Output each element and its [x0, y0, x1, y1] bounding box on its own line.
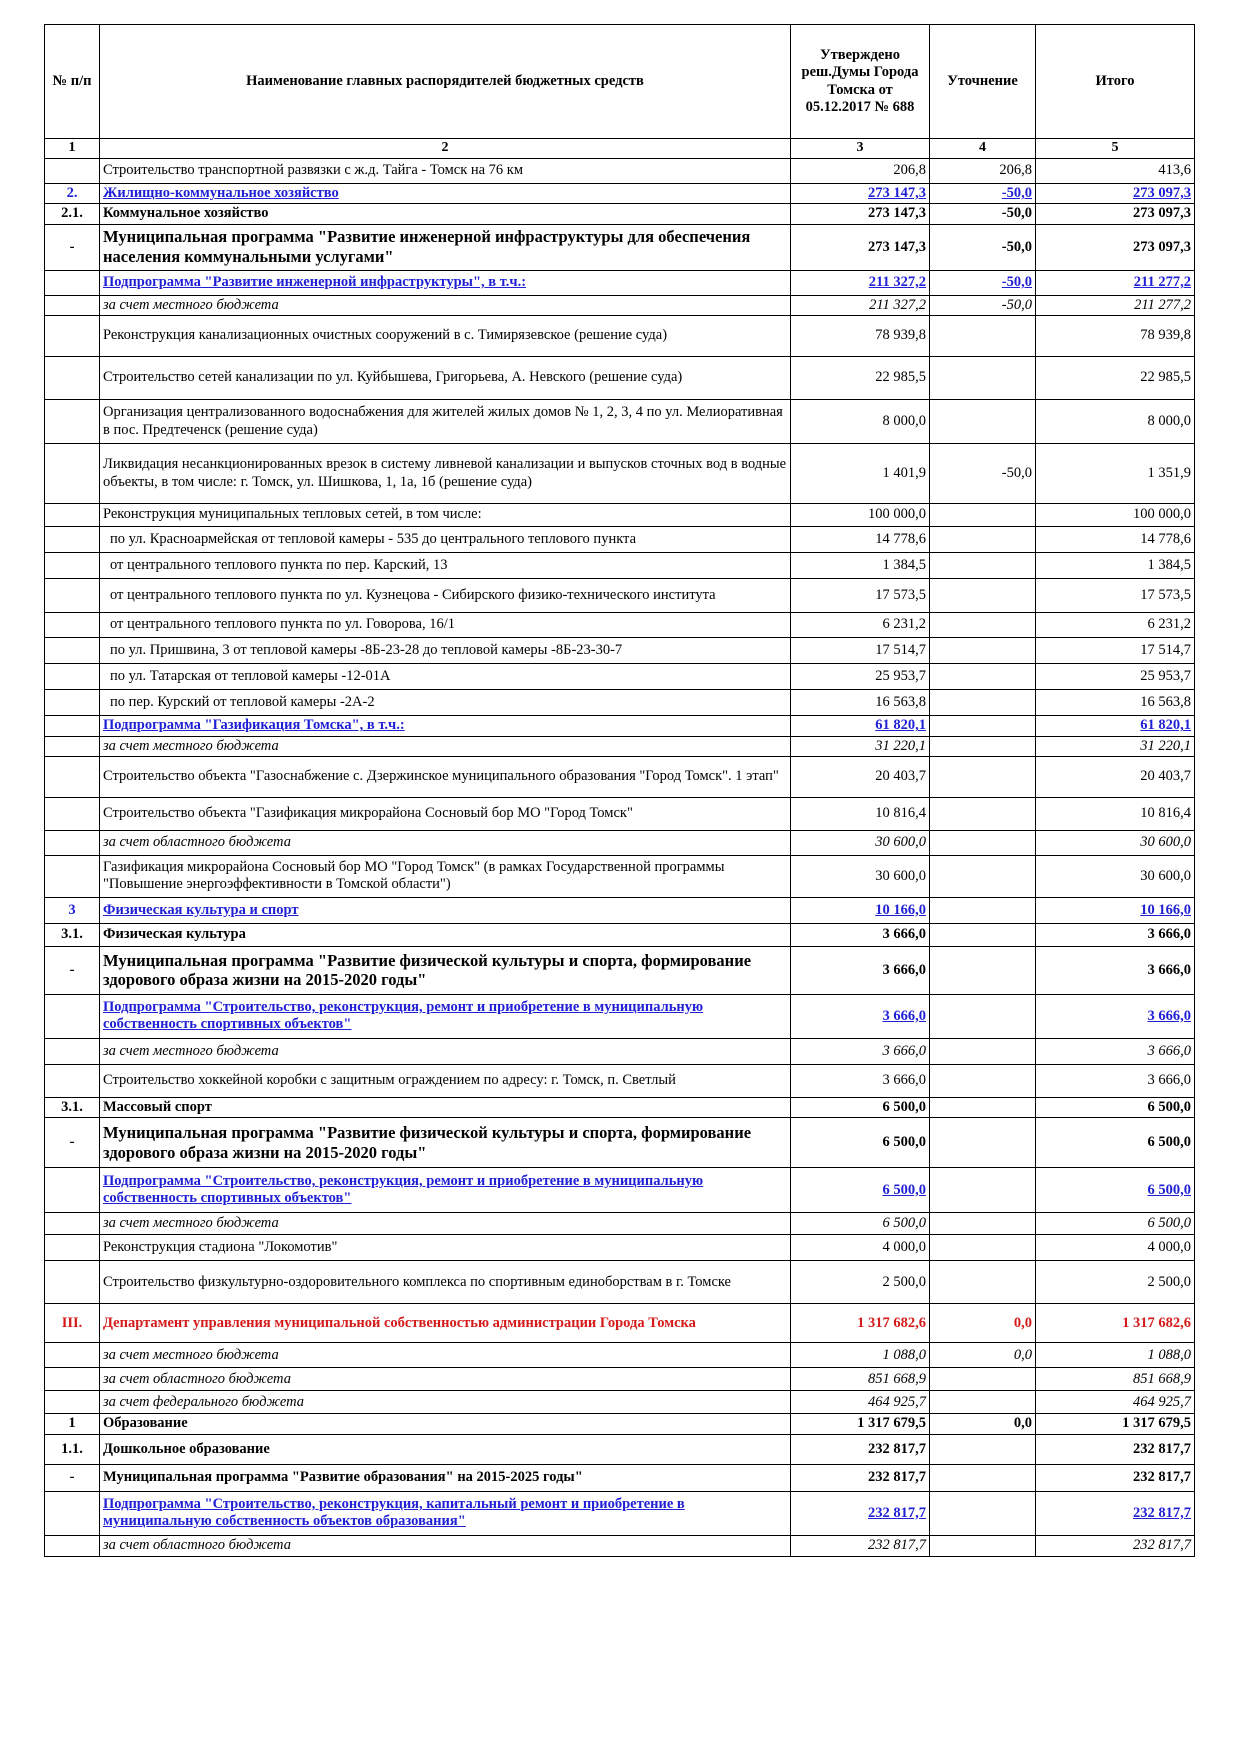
row-approved-value: 232 817,7: [791, 1434, 930, 1464]
row-total-value: 273 097,3: [1036, 184, 1195, 204]
col-number: 4: [930, 139, 1036, 159]
row-total-value: 2 500,0: [1036, 1261, 1195, 1304]
row-name: Строительство хоккейной коробки с защитным ограждением по адресу: г. Томск, п. Светлый: [100, 1064, 791, 1097]
row-name: Подпрограмма "Газификация Томска", в т.ч.:: [100, 716, 791, 736]
row-adjustment-value: [930, 1261, 1036, 1304]
row-approved-value: 61 820,1: [791, 716, 930, 736]
row-adjustment-value: [930, 716, 1036, 736]
row-number: [45, 1535, 100, 1556]
row-name: Подпрограмма "Строительство, реконструкция, ремонт и приобретение в муниципальную собственность спортивных объектов": [100, 1168, 791, 1213]
row-name: Газификация микрорайона Сосновый бор МО "Город Томск" (в рамках Государственной программы "Повышение энергоэффективности в Томской области"): [100, 855, 791, 897]
col-number: 5: [1036, 139, 1195, 159]
row-approved-value: 2 500,0: [791, 1261, 930, 1304]
table-row: [45, 1118, 1195, 1168]
row-name: Жилищно-коммунальное хозяйство: [100, 184, 791, 204]
row-total-value: 6 500,0: [1036, 1118, 1195, 1168]
row-adjustment-value: -50,0: [930, 270, 1036, 295]
row-approved-value: 8 000,0: [791, 400, 930, 444]
table-row: [45, 897, 1195, 923]
table-row: [45, 553, 1195, 579]
table-row: [45, 1464, 1195, 1491]
row-total-value: 30 600,0: [1036, 855, 1195, 897]
row-adjustment-value: -50,0: [930, 224, 1036, 270]
row-adjustment-value: [930, 504, 1036, 527]
table-row: [45, 638, 1195, 664]
row-number: [45, 613, 100, 638]
row-total-value: 3 666,0: [1036, 1064, 1195, 1097]
row-approved-value: 273 147,3: [791, 204, 930, 224]
row-total-value: 10 816,4: [1036, 797, 1195, 830]
row-adjustment-value: [930, 946, 1036, 994]
row-adjustment-value: [930, 797, 1036, 830]
row-approved-value: 1 317 679,5: [791, 1414, 930, 1434]
table-row: [45, 444, 1195, 504]
table-row: [45, 579, 1195, 613]
row-name: за счет местного бюджета: [100, 736, 791, 756]
row-name: по пер. Курский от тепловой камеры -2А-2: [100, 690, 791, 716]
row-adjustment-value: [930, 855, 1036, 897]
row-approved-value: 25 953,7: [791, 664, 930, 690]
row-adjustment-value: [930, 1368, 1036, 1391]
row-approved-value: 1 317 682,6: [791, 1304, 930, 1343]
row-number: [45, 716, 100, 736]
header-num: № п/п: [45, 25, 100, 139]
table-row: [45, 270, 1195, 295]
row-number: 2.: [45, 184, 100, 204]
row-total-value: 20 403,7: [1036, 756, 1195, 797]
row-total-value: 10 166,0: [1036, 897, 1195, 923]
row-name: Физическая культура: [100, 923, 791, 946]
row-number: [45, 690, 100, 716]
table-row: [45, 1368, 1195, 1391]
row-adjustment-value: [930, 756, 1036, 797]
table-row: [45, 1168, 1195, 1213]
row-adjustment-value: 0,0: [930, 1414, 1036, 1434]
table-row: [45, 159, 1195, 184]
row-adjustment-value: [930, 1097, 1036, 1117]
row-approved-value: 464 925,7: [791, 1391, 930, 1414]
row-name: за счет областного бюджета: [100, 1368, 791, 1391]
row-number: [45, 159, 100, 184]
table-row: [45, 357, 1195, 400]
row-name: Физическая культура и спорт: [100, 897, 791, 923]
row-total-value: 6 231,2: [1036, 613, 1195, 638]
row-name: Подпрограмма "Строительство, реконструкция, ремонт и приобретение в муниципальную собственность спортивных объектов": [100, 994, 791, 1038]
row-adjustment-value: [930, 1118, 1036, 1168]
row-number: [45, 1235, 100, 1261]
row-number: [45, 400, 100, 444]
col-number: 2: [100, 139, 791, 159]
row-name: Строительство транспортной развязки с ж.д. Тайга - Томск на 76 км: [100, 159, 791, 184]
row-total-value: 1 351,9: [1036, 444, 1195, 504]
row-number: [45, 270, 100, 295]
row-total-value: 232 817,7: [1036, 1464, 1195, 1491]
table-row: [45, 1213, 1195, 1235]
header-approved: Утверждено реш.Думы Города Томска от 05.12.2017 № 688: [791, 25, 930, 139]
row-adjustment-value: [930, 613, 1036, 638]
row-number: -: [45, 946, 100, 994]
row-name: Муниципальная программа "Развитие инженерной инфраструктуры для обеспечения населения коммунальными услугами": [100, 224, 791, 270]
row-approved-value: 232 817,7: [791, 1535, 930, 1556]
row-number: [45, 295, 100, 315]
table-row: [45, 295, 1195, 315]
row-adjustment-value: [930, 736, 1036, 756]
table-row: [45, 184, 1195, 204]
row-adjustment-value: [930, 1213, 1036, 1235]
row-number: [45, 1261, 100, 1304]
row-total-value: 211 277,2: [1036, 295, 1195, 315]
row-adjustment-value: [930, 1168, 1036, 1213]
row-name: от центрального теплового пункта по ул. Кузнецова - Сибирского физико-технического института: [100, 579, 791, 613]
row-approved-value: 232 817,7: [791, 1464, 930, 1491]
row-adjustment-value: [930, 830, 1036, 855]
row-name: Муниципальная программа "Развитие образования" на 2015-2025 годы": [100, 1464, 791, 1491]
table-row: [45, 923, 1195, 946]
row-total-value: 3 666,0: [1036, 923, 1195, 946]
row-approved-value: 20 403,7: [791, 756, 930, 797]
header-adjustment: Уточнение: [930, 25, 1036, 139]
row-name: по ул. Красноармейская от тепловой камеры - 535 до центрального теплового пункта: [100, 527, 791, 553]
row-approved-value: 17 514,7: [791, 638, 930, 664]
row-total-value: 6 500,0: [1036, 1168, 1195, 1213]
col-number: 3: [791, 139, 930, 159]
row-name: за счет местного бюджета: [100, 1038, 791, 1064]
row-approved-value: 232 817,7: [791, 1491, 930, 1535]
row-number: [45, 797, 100, 830]
table-row: [45, 1064, 1195, 1097]
row-adjustment-value: 0,0: [930, 1343, 1036, 1368]
col-number: 1: [45, 139, 100, 159]
row-total-value: 17 573,5: [1036, 579, 1195, 613]
row-number: [45, 504, 100, 527]
row-total-value: 6 500,0: [1036, 1213, 1195, 1235]
row-total-value: 17 514,7: [1036, 638, 1195, 664]
row-approved-value: 78 939,8: [791, 316, 930, 357]
row-approved-value: 10 166,0: [791, 897, 930, 923]
table-row: [45, 1535, 1195, 1556]
row-number: 2.1.: [45, 204, 100, 224]
table-row: [45, 1304, 1195, 1343]
row-total-value: 30 600,0: [1036, 830, 1195, 855]
row-name: Подпрограмма "Развитие инженерной инфраструктуры", в т.ч.:: [100, 270, 791, 295]
row-approved-value: 851 668,9: [791, 1368, 930, 1391]
row-number: [45, 579, 100, 613]
row-adjustment-value: [930, 400, 1036, 444]
row-adjustment-value: [930, 690, 1036, 716]
table-row: [45, 400, 1195, 444]
table-row: [45, 316, 1195, 357]
row-number: 1: [45, 1414, 100, 1434]
row-name: от центрального теплового пункта по ул. Говорова, 16/1: [100, 613, 791, 638]
row-approved-value: 6 231,2: [791, 613, 930, 638]
row-approved-value: 3 666,0: [791, 923, 930, 946]
table-row: [45, 1491, 1195, 1535]
row-number: [45, 1064, 100, 1097]
row-number: [45, 1391, 100, 1414]
row-adjustment-value: [930, 1038, 1036, 1064]
row-total-value: 273 097,3: [1036, 224, 1195, 270]
row-total-value: 25 953,7: [1036, 664, 1195, 690]
row-adjustment-value: [930, 1434, 1036, 1464]
row-number: -: [45, 1464, 100, 1491]
table-row: [45, 994, 1195, 1038]
row-approved-value: 211 327,2: [791, 295, 930, 315]
row-adjustment-value: [930, 1064, 1036, 1097]
row-number: [45, 756, 100, 797]
row-name: Муниципальная программа "Развитие физической культуры и спорта, формирование здорового образа жизни на 2015-2020 годы": [100, 946, 791, 994]
row-name: за счет областного бюджета: [100, 830, 791, 855]
row-number: -: [45, 224, 100, 270]
row-approved-value: 6 500,0: [791, 1097, 930, 1117]
row-number: [45, 664, 100, 690]
row-approved-value: 10 816,4: [791, 797, 930, 830]
row-adjustment-value: [930, 579, 1036, 613]
table-row: [45, 1235, 1195, 1261]
row-adjustment-value: -50,0: [930, 184, 1036, 204]
row-name: от центрального теплового пункта по пер. Карский, 13: [100, 553, 791, 579]
row-total-value: 31 220,1: [1036, 736, 1195, 756]
row-adjustment-value: [930, 994, 1036, 1038]
row-adjustment-value: [930, 638, 1036, 664]
row-number: [45, 736, 100, 756]
table-row: [45, 736, 1195, 756]
row-adjustment-value: 206,8: [930, 159, 1036, 184]
table-row: [45, 613, 1195, 638]
row-approved-value: 6 500,0: [791, 1168, 930, 1213]
row-name: по ул. Татарская от тепловой камеры -12-01А: [100, 664, 791, 690]
row-total-value: 413,6: [1036, 159, 1195, 184]
row-name: Образование: [100, 1414, 791, 1434]
row-approved-value: 16 563,8: [791, 690, 930, 716]
row-total-value: 232 817,7: [1036, 1491, 1195, 1535]
row-approved-value: 1 088,0: [791, 1343, 930, 1368]
row-name: по ул. Пришвина, 3 от тепловой камеры -8Б-23-28 до тепловой камеры -8Б-23-30-7: [100, 638, 791, 664]
row-total-value: 6 500,0: [1036, 1097, 1195, 1117]
row-adjustment-value: [930, 1535, 1036, 1556]
table-row: [45, 1434, 1195, 1464]
row-total-value: 464 925,7: [1036, 1391, 1195, 1414]
table-header-row: [45, 25, 1195, 139]
row-adjustment-value: [930, 316, 1036, 357]
row-name: за счет местного бюджета: [100, 1213, 791, 1235]
row-number: 3.1.: [45, 1097, 100, 1117]
row-number: -: [45, 1118, 100, 1168]
row-total-value: 1 088,0: [1036, 1343, 1195, 1368]
row-total-value: 100 000,0: [1036, 504, 1195, 527]
row-adjustment-value: [930, 923, 1036, 946]
row-number: [45, 638, 100, 664]
row-name: Дошкольное образование: [100, 1434, 791, 1464]
row-name: Массовый спорт: [100, 1097, 791, 1117]
row-number: [45, 316, 100, 357]
row-total-value: 232 817,7: [1036, 1434, 1195, 1464]
row-approved-value: 3 666,0: [791, 994, 930, 1038]
row-approved-value: 22 985,5: [791, 357, 930, 400]
row-approved-value: 6 500,0: [791, 1213, 930, 1235]
row-approved-value: 6 500,0: [791, 1118, 930, 1168]
table-row: [45, 224, 1195, 270]
row-approved-value: 3 666,0: [791, 946, 930, 994]
row-approved-value: 3 666,0: [791, 1064, 930, 1097]
row-approved-value: 3 666,0: [791, 1038, 930, 1064]
row-name: Коммунальное хозяйство: [100, 204, 791, 224]
row-total-value: 78 939,8: [1036, 316, 1195, 357]
row-total-value: 3 666,0: [1036, 946, 1195, 994]
row-adjustment-value: -50,0: [930, 295, 1036, 315]
row-total-value: 61 820,1: [1036, 716, 1195, 736]
table-row: [45, 1343, 1195, 1368]
row-name: за счет местного бюджета: [100, 1343, 791, 1368]
row-number: [45, 527, 100, 553]
row-approved-value: 4 000,0: [791, 1235, 930, 1261]
row-total-value: 851 668,9: [1036, 1368, 1195, 1391]
row-number: [45, 855, 100, 897]
row-adjustment-value: [930, 553, 1036, 579]
header-name: Наименование главных распорядителей бюджетных средств: [100, 25, 791, 139]
row-total-value: 211 277,2: [1036, 270, 1195, 295]
row-number: [45, 1491, 100, 1535]
row-total-value: 3 666,0: [1036, 994, 1195, 1038]
row-number: [45, 830, 100, 855]
row-name: Организация централизованного водоснабжения для жителей жилых домов № 1, 2, 3, 4 по ул. Мелиоративная в пос. Предтеченск (решение суда): [100, 400, 791, 444]
row-adjustment-value: [930, 1491, 1036, 1535]
row-name: Муниципальная программа "Развитие физической культуры и спорта, формирование здорового образа жизни на 2015-2020 годы": [100, 1118, 791, 1168]
row-total-value: 1 384,5: [1036, 553, 1195, 579]
row-number: [45, 994, 100, 1038]
row-approved-value: 14 778,6: [791, 527, 930, 553]
row-name: Реконструкция муниципальных тепловых сетей, в том числе:: [100, 504, 791, 527]
budget-table: [44, 24, 1195, 1557]
row-number: [45, 444, 100, 504]
table-row: [45, 527, 1195, 553]
row-total-value: 14 778,6: [1036, 527, 1195, 553]
row-approved-value: 206,8: [791, 159, 930, 184]
row-number: [45, 357, 100, 400]
row-total-value: 1 317 679,5: [1036, 1414, 1195, 1434]
table-row: [45, 1414, 1195, 1434]
table-row: [45, 1261, 1195, 1304]
row-total-value: 232 817,7: [1036, 1535, 1195, 1556]
row-adjustment-value: -50,0: [930, 204, 1036, 224]
row-total-value: 4 000,0: [1036, 1235, 1195, 1261]
row-number: [45, 1343, 100, 1368]
row-approved-value: 17 573,5: [791, 579, 930, 613]
row-name: Реконструкция канализационных очистных сооружений в с. Тимирязевское (решение суда): [100, 316, 791, 357]
row-number: [45, 1368, 100, 1391]
row-adjustment-value: [930, 897, 1036, 923]
column-numbers-row: [45, 139, 1195, 159]
row-approved-value: 273 147,3: [791, 184, 930, 204]
row-total-value: 1 317 682,6: [1036, 1304, 1195, 1343]
row-number: [45, 1168, 100, 1213]
row-total-value: 22 985,5: [1036, 357, 1195, 400]
table-row: [45, 716, 1195, 736]
row-total-value: 273 097,3: [1036, 204, 1195, 224]
row-number: [45, 553, 100, 579]
row-number: 1.1.: [45, 1434, 100, 1464]
row-number: [45, 1038, 100, 1064]
table-row: [45, 690, 1195, 716]
row-adjustment-value: -50,0: [930, 444, 1036, 504]
row-adjustment-value: [930, 357, 1036, 400]
row-total-value: 16 563,8: [1036, 690, 1195, 716]
table-row: [45, 1038, 1195, 1064]
row-approved-value: 100 000,0: [791, 504, 930, 527]
row-number: III.: [45, 1304, 100, 1343]
table-row: [45, 664, 1195, 690]
row-name: Строительство объекта "Газификация микрорайона Сосновый бор МО "Город Томск": [100, 797, 791, 830]
row-name: за счет местного бюджета: [100, 295, 791, 315]
table-row: [45, 1097, 1195, 1117]
row-name: Строительство объекта "Газоснабжение с. Дзержинское муниципального образования "Город Томск". 1 этап": [100, 756, 791, 797]
row-approved-value: 273 147,3: [791, 224, 930, 270]
row-name: Департамент управления муниципальной собственностью администрации Города Томска: [100, 1304, 791, 1343]
row-adjustment-value: 0,0: [930, 1304, 1036, 1343]
row-approved-value: 30 600,0: [791, 855, 930, 897]
row-adjustment-value: [930, 664, 1036, 690]
row-number: [45, 1213, 100, 1235]
row-number: 3: [45, 897, 100, 923]
row-name: за счет областного бюджета: [100, 1535, 791, 1556]
row-approved-value: 1 384,5: [791, 553, 930, 579]
table-row: [45, 830, 1195, 855]
row-approved-value: 30 600,0: [791, 830, 930, 855]
row-approved-value: 31 220,1: [791, 736, 930, 756]
table-row: [45, 946, 1195, 994]
row-name: Строительство физкультурно-оздоровительного комплекса по спортивным единоборствам в г. Томске: [100, 1261, 791, 1304]
row-number: 3.1.: [45, 923, 100, 946]
row-name: Строительство сетей канализации по ул. Куйбышева, Григорьева, А. Невского (решение суда): [100, 357, 791, 400]
row-name: за счет федерального бюджета: [100, 1391, 791, 1414]
table-row: [45, 855, 1195, 897]
row-name: Ликвидация несанкционированных врезок в систему ливневой канализации и выпусков сточных вод в водные объекты, в том числе: г. Томск, ул. Шишкова, 1, 1а, 1б (решение суда): [100, 444, 791, 504]
row-total-value: 8 000,0: [1036, 400, 1195, 444]
row-name: Подпрограмма "Строительство, реконструкция, капитальный ремонт и приобретение в муниципальную собственность объектов образования": [100, 1491, 791, 1535]
row-adjustment-value: [930, 1464, 1036, 1491]
row-adjustment-value: [930, 1391, 1036, 1414]
row-approved-value: 211 327,2: [791, 270, 930, 295]
table-row: [45, 504, 1195, 527]
row-adjustment-value: [930, 527, 1036, 553]
row-adjustment-value: [930, 1235, 1036, 1261]
row-total-value: 3 666,0: [1036, 1038, 1195, 1064]
table-row: [45, 756, 1195, 797]
header-total: Итого: [1036, 25, 1195, 139]
row-approved-value: 1 401,9: [791, 444, 930, 504]
table-row: [45, 204, 1195, 224]
table-row: [45, 1391, 1195, 1414]
table-row: [45, 797, 1195, 830]
row-name: Реконструкция стадиона "Локомотив": [100, 1235, 791, 1261]
